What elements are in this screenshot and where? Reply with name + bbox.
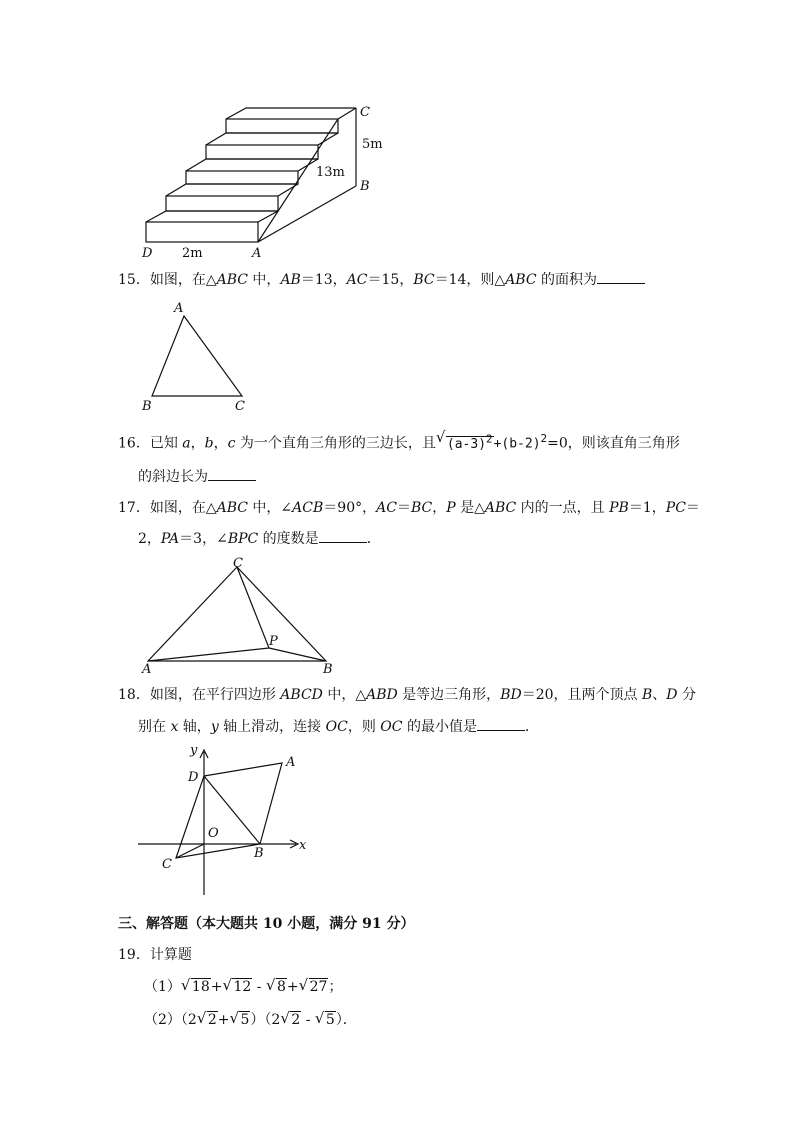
exponent: 2 [486, 432, 493, 446]
question-17-line2 [138, 530, 381, 548]
question-19 [118, 946, 192, 964]
sqrt [315, 1011, 336, 1029]
question-number: 15． [118, 272, 150, 288]
var: BC [410, 500, 433, 516]
var: x [170, 719, 179, 735]
label-x: x [299, 838, 307, 853]
answer-blank[interactable] [319, 530, 367, 543]
triangle-abc-figure [136, 300, 256, 415]
var: b [204, 435, 214, 452]
label-B: B [360, 179, 370, 194]
text: 已知 [149, 435, 183, 452]
text: 别在 [138, 719, 171, 735]
question-title: 计算题 [149, 947, 192, 963]
var: BPC [227, 531, 259, 547]
label-A: A [252, 246, 262, 261]
answer-blank[interactable] [208, 468, 256, 481]
operator: - [252, 979, 266, 995]
question-18 [118, 686, 696, 704]
radicand: 5 [240, 1012, 250, 1028]
text: ＝90°， [323, 500, 377, 516]
var: PA [160, 531, 180, 547]
text: ＝3，∠ [179, 531, 228, 547]
text: ＝ [396, 500, 411, 516]
text: 如图，在平行四边形 [149, 687, 281, 703]
sqrt [266, 978, 287, 996]
parallelogram-axes-figure [130, 740, 320, 900]
text: ＝1， [628, 500, 666, 516]
text: 中， [247, 272, 281, 288]
sqrt [299, 978, 329, 996]
label-D: D [142, 246, 153, 261]
var: AC [346, 272, 368, 288]
question-18-line2 [138, 718, 539, 736]
question-number: 17． [118, 500, 150, 516]
label-O: O [208, 826, 219, 841]
text: ＝13， [300, 272, 347, 288]
var: c [227, 435, 236, 452]
text: (a-3) [446, 436, 487, 452]
text: ． [366, 531, 381, 547]
var: a [182, 435, 191, 452]
label-B: B [254, 846, 264, 861]
label-B: B [323, 662, 333, 677]
text: ＝15， [367, 272, 414, 288]
label-A: A [174, 301, 184, 316]
text: +(b-2) [493, 436, 541, 452]
var: PC [665, 500, 686, 516]
staircase-figure [130, 98, 400, 263]
section-heading: 三、解答题（本大题共 10 小题，满分 91 分） [118, 916, 415, 932]
question-16 [118, 430, 680, 454]
var: BD [500, 687, 522, 703]
text: 如图，在△ [149, 272, 217, 288]
var: PB [609, 500, 629, 516]
question-15 [118, 271, 645, 289]
text: 2， [138, 531, 161, 547]
question-16-line2 [138, 468, 256, 486]
part-label: （1） [144, 979, 181, 995]
text: ＝20，且两个顶点 [521, 687, 642, 703]
text: 的斜边长为 [138, 469, 208, 485]
text: 分 [677, 687, 696, 703]
sqrt [197, 1011, 218, 1029]
triangle-abc-point-p-figure [136, 555, 346, 677]
text: ， [432, 500, 447, 516]
var: D [666, 687, 678, 703]
label-A: A [286, 755, 296, 770]
text: ． [524, 719, 539, 735]
question-19-part1 [144, 978, 342, 996]
answer-blank[interactable] [597, 271, 645, 284]
radicand: 2 [291, 1012, 301, 1028]
text: 轴上滑动，连接 [218, 719, 326, 735]
var: P [446, 500, 456, 516]
label-P: P [269, 634, 278, 649]
label-C: C [235, 399, 245, 414]
var: ACB [292, 500, 324, 516]
label-13m: 13m [316, 165, 345, 180]
question-number: 19． [118, 947, 150, 963]
var: y [210, 719, 219, 735]
sqrt [280, 1011, 301, 1029]
text: ）． [335, 1012, 357, 1028]
radicand: 27 [309, 979, 328, 995]
radicand: 8 [276, 979, 286, 995]
text: ＝ [685, 500, 700, 516]
operator: + [286, 979, 299, 995]
exponent: 2 [540, 432, 548, 445]
text: 的最小值是 [402, 719, 477, 735]
question-number: 16． [118, 435, 150, 452]
var: ABC [484, 500, 517, 516]
part-label: （2）（2 [144, 1012, 197, 1028]
label-A: A [142, 662, 152, 677]
sqrt [222, 978, 252, 996]
var: ABCD [280, 687, 323, 703]
radicand: 5 [325, 1012, 335, 1028]
label-D: D [188, 770, 199, 785]
var: OC [325, 719, 348, 735]
question-number: 18． [118, 687, 150, 703]
label-C: C [360, 105, 370, 120]
label-B: B [142, 399, 152, 414]
operator: + [217, 1012, 230, 1028]
text: 的面积为 [536, 272, 598, 288]
text: 为一个直角三角形的三边长，且 [235, 435, 436, 452]
text: 、 [652, 687, 667, 703]
text: 如图，在△ [149, 500, 217, 516]
sqrt [229, 1011, 250, 1029]
label-C: C [233, 556, 243, 571]
text: 是△ [455, 500, 485, 516]
question-17 [118, 499, 700, 517]
text: ； [328, 979, 343, 995]
text: ， [213, 435, 228, 452]
radicand: 12 [233, 979, 252, 995]
text: ， [190, 435, 205, 452]
text: 中，∠ [247, 500, 293, 516]
label-5m: 5m [362, 137, 383, 152]
var: ABD [366, 687, 398, 703]
text: 是等边三角形， [397, 687, 501, 703]
var: AC [376, 500, 397, 516]
question-19-part2 [144, 1011, 357, 1029]
operator: + [210, 979, 223, 995]
radicand: 18 [191, 979, 210, 995]
answer-blank[interactable] [477, 718, 525, 731]
operator: - [301, 1012, 315, 1028]
var: B [641, 687, 653, 703]
var: ABC [216, 500, 248, 516]
label-y: y [190, 743, 198, 758]
var: ABC [216, 272, 248, 288]
radicand: 2 [207, 1012, 217, 1028]
text: ，则 [347, 719, 381, 735]
text: 轴， [178, 719, 211, 735]
sqrt-expression [436, 430, 494, 453]
text: ）（2 [250, 1012, 281, 1028]
var: ABC [505, 272, 537, 288]
var: OC [380, 719, 403, 735]
text: 内的一点，且 [516, 500, 610, 516]
text: 的度数是 [258, 531, 319, 547]
text: =0，则该直角三角形 [547, 435, 680, 452]
var: AB [280, 272, 301, 288]
sqrt [181, 978, 211, 996]
var: BC [413, 272, 435, 288]
text: ＝14，则△ [434, 272, 506, 288]
label-2m: 2m [182, 246, 203, 261]
label-C: C [162, 857, 172, 872]
text: 中，△ [322, 687, 367, 703]
